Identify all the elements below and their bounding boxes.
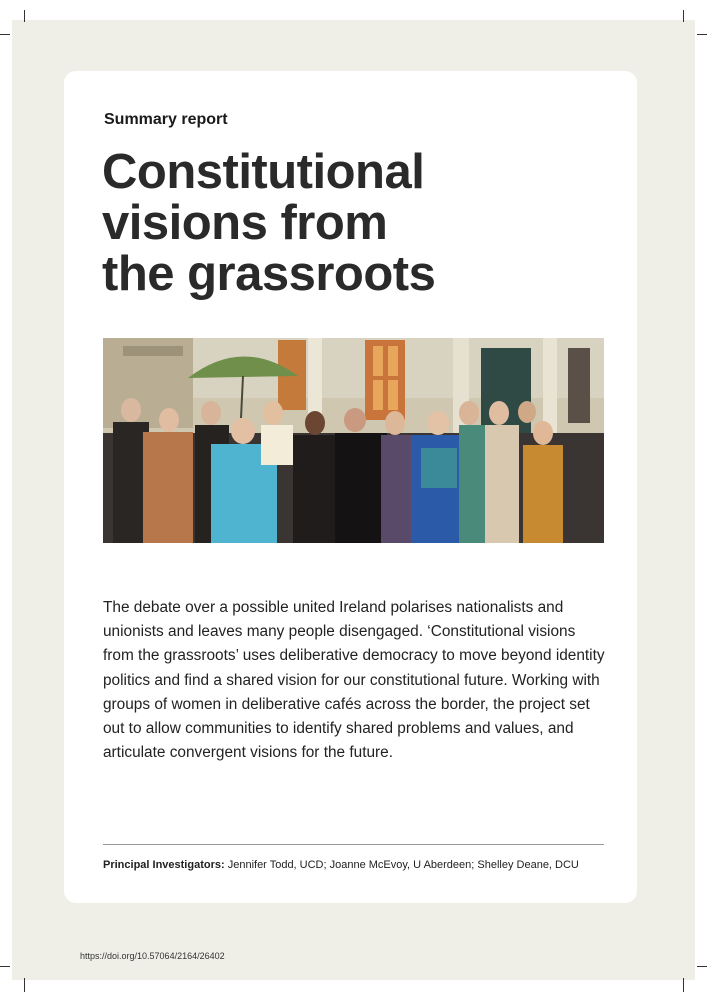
title-line: the grassroots [102,247,436,301]
crop-mark [683,978,684,992]
title-line: visions from [102,196,388,250]
crop-mark [24,978,25,992]
crop-mark [697,966,707,967]
title-line: Constitutional [102,145,425,199]
crop-mark [0,966,10,967]
investigators-label: Principal Investigators: [103,859,225,871]
doi-link[interactable]: https://doi.org/10.57064/2164/26402 [80,951,225,961]
group-photo-image [103,338,604,543]
crop-mark [24,10,25,22]
summary-paragraph: The debate over a possible united Ireland polarises nationalists and unionists and leaves many people disengaged. ‘Constitutional visions from the grassroots’ uses deliberative democracy to move beyond identity politics and find a shared vision for our constitutional future. Working with groups of women in deliberative cafés across the border, the project set out to allow communities to identify shared problems and values, and articulate convergent visions for the future. [103,599,605,762]
report-type-label: Summary report [104,111,228,128]
principal-investigators [103,859,613,871]
report-card [64,71,637,903]
divider [103,844,604,845]
crop-mark [683,10,684,22]
investigators-names: Jennifer Todd, UCD; Joanne McEvoy, U Aberdeen; Shelley Deane, DCU [224,859,579,871]
crop-mark [0,34,10,35]
crop-mark [697,34,707,35]
group-photo [103,338,604,543]
report-title [102,147,602,300]
